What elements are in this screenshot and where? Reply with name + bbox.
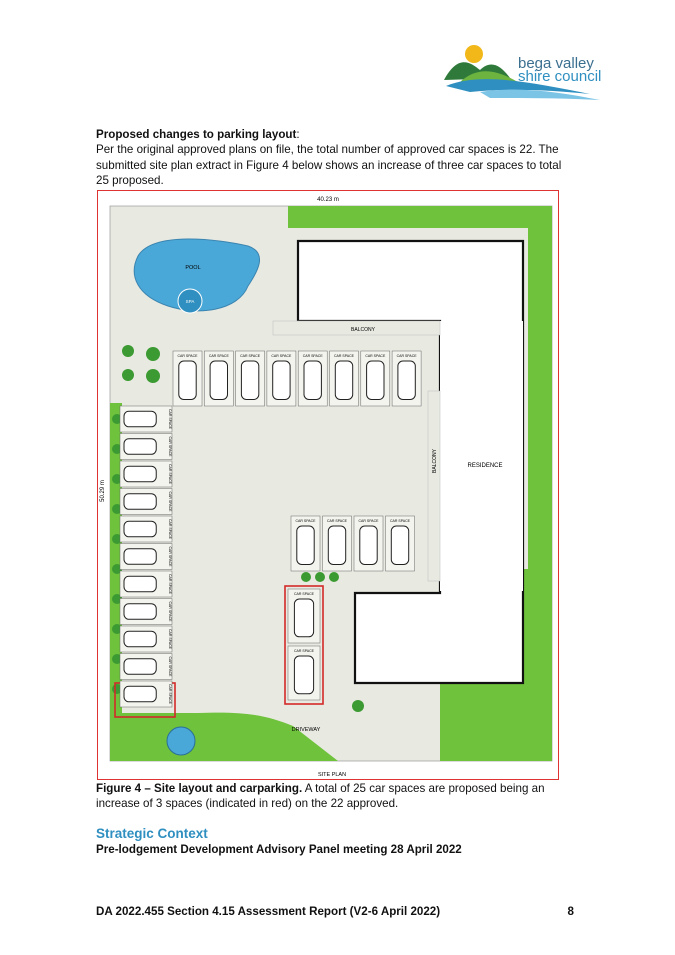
car-space: [120, 516, 172, 542]
balcony-top-label: BALCONY: [351, 327, 375, 333]
width-label: 40.23 m: [317, 197, 339, 203]
car-space: [267, 351, 296, 406]
car-space: [120, 406, 172, 432]
balcony-side-label: BALCONY: [432, 449, 438, 473]
car-space-label: CAR SPACE: [168, 546, 172, 567]
car-space: [204, 351, 233, 406]
logo-line1: bega valley: [518, 55, 594, 72]
driveway-label: DRIVEWAY: [291, 727, 321, 733]
car-space-label: CAR SPACE: [168, 629, 172, 649]
car-space: [386, 516, 415, 571]
car-space: [120, 571, 172, 597]
car-space-label: CAR SPACE: [294, 649, 314, 653]
car-space: [236, 351, 265, 406]
car-space-label: CAR SPACE: [295, 519, 316, 523]
car-space-label: CAR SPACE: [168, 656, 172, 677]
car-space: [120, 489, 172, 515]
caption-text: A total of 25 car spaces are proposed being an increase of 3 spaces (indicated in red) on the 22 approved.: [96, 782, 545, 811]
car-space-label: CAR SPACE: [294, 592, 314, 596]
car-space-label: CAR SPACE: [365, 354, 386, 358]
figure-caption: [96, 781, 574, 812]
car-space-label: CAR SPACE: [168, 436, 172, 457]
spa-label: SPA: [185, 299, 195, 304]
residence-label: RESIDENCE: [467, 463, 503, 469]
car-space: [354, 516, 383, 571]
site-plan-label: SITE PLAN: [317, 772, 347, 778]
car-space: [298, 351, 327, 406]
car-space: [291, 516, 320, 571]
car-space-label: CAR SPACE: [327, 519, 347, 523]
car-space-label: CAR SPACE: [240, 354, 261, 358]
car-space: [288, 646, 320, 700]
car-space-label: CAR SPACE: [177, 354, 198, 358]
caption-bold: Figure 4 – Site layout and carparking.: [96, 782, 303, 795]
height-label: 50.29 m: [100, 480, 106, 502]
car-space-label: CAR SPACE: [334, 354, 354, 358]
car-space: [120, 434, 172, 460]
section-paragraph: Per the original approved plans on file, the total number of approved car spaces is 22. The submitted site plan extract in Figure 4 below shows an increase of three car spaces to total 25 proposed.: [96, 143, 562, 188]
car-space-label: CAR SPACE: [168, 684, 172, 704]
car-space-label: CAR SPACE: [168, 574, 172, 594]
car-space: [361, 351, 390, 406]
car-space: [120, 599, 172, 625]
car-space: [323, 516, 352, 571]
car-space-label: CAR SPACE: [168, 601, 172, 622]
page-footer: [96, 905, 574, 918]
footer-report: DA 2022.455 Section 4.15 Assessment Report (V2-6 April 2022): [96, 905, 441, 918]
car-space-label: CAR SPACE: [168, 519, 172, 539]
car-space-label: CAR SPACE: [358, 519, 379, 523]
car-space-label: CAR SPACE: [302, 354, 323, 358]
car-space-label: CAR SPACE: [168, 491, 172, 512]
car-space-label: CAR SPACE: [271, 354, 292, 358]
logo-line2: shire council: [518, 68, 602, 85]
page-number: 8: [567, 905, 574, 918]
car-space-label: CAR SPACE: [168, 464, 172, 484]
car-space: [120, 626, 172, 652]
car-space: [120, 544, 172, 570]
section-heading-suffix: :: [296, 128, 300, 141]
section-heading: Proposed changes to parking layout: [96, 128, 297, 141]
car-space-label: CAR SPACE: [396, 354, 417, 358]
car-space: [288, 589, 320, 643]
site-plan-figure: [97, 190, 559, 780]
car-space-label: CAR SPACE: [168, 409, 172, 429]
car-space-label: CAR SPACE: [390, 519, 410, 523]
car-space: [330, 351, 359, 406]
car-space: [120, 681, 172, 707]
site-plan-drawing: [98, 191, 560, 781]
strategic-subheading: Pre-lodgement Development Advisory Panel meeting 28 April 2022: [96, 843, 462, 856]
car-space: [173, 351, 202, 406]
pool-label: POOL: [185, 265, 201, 271]
car-space-label: CAR SPACE: [208, 354, 229, 358]
section-intro: [96, 127, 574, 189]
car-space: [120, 654, 172, 680]
car-space: [120, 461, 172, 487]
car-space: [392, 351, 421, 406]
strategic-heading: Strategic Context: [96, 826, 208, 841]
logo-text: [518, 57, 601, 83]
